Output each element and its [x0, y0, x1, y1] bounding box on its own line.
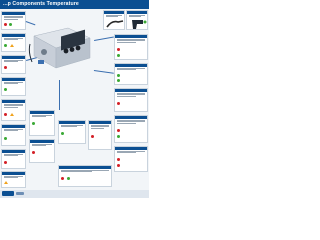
- red-status-dot-icon: [117, 158, 120, 161]
- red-status-dot-icon: [117, 102, 120, 105]
- machine-icon: [28, 22, 94, 72]
- right-panel-5: [114, 146, 148, 172]
- warning-triangle-icon: [4, 181, 8, 184]
- poster: [0, 0, 149, 198]
- page-title: ...p Components Temperature: [3, 1, 79, 7]
- left-panel-4: [1, 77, 26, 96]
- green-status-dot-icon: [4, 44, 7, 47]
- left-panel-2: [1, 33, 26, 52]
- left-panel-7: [1, 149, 26, 169]
- warning-triangle-icon: [10, 44, 14, 47]
- bottom-panel: [58, 165, 112, 187]
- green-status-dot-icon: [67, 177, 70, 180]
- mid-panel-2: [29, 139, 55, 163]
- green-status-dot-icon: [117, 74, 120, 77]
- green-status-dot-icon: [4, 88, 7, 91]
- right-panel-1: [114, 34, 148, 60]
- green-status-dot-icon: [4, 137, 7, 140]
- red-status-dot-icon: [117, 129, 120, 132]
- header-bar: [0, 0, 149, 9]
- mid-panel-3: [58, 120, 86, 144]
- red-status-dot-icon: [4, 23, 7, 26]
- left-panel-6: [1, 124, 26, 146]
- red-status-dot-icon: [91, 135, 94, 138]
- gun-tool-icon: [129, 18, 147, 30]
- green-status-dot-icon: [32, 122, 35, 125]
- red-status-dot-icon: [4, 161, 7, 164]
- red-status-dot-icon: [61, 177, 64, 180]
- partner-logo: [16, 192, 24, 195]
- warning-triangle-icon: [10, 113, 14, 116]
- green-status-dot-icon: [117, 54, 120, 57]
- red-status-dot-icon: [4, 113, 7, 116]
- red-status-dot-icon: [117, 164, 120, 167]
- left-panel-3: [1, 55, 26, 74]
- mid-panel-4: [88, 120, 112, 150]
- right-panel-4: [114, 115, 148, 143]
- green-status-dot-icon: [117, 79, 120, 82]
- mid-panel-1: [29, 110, 55, 136]
- hand-tool-icon: [106, 19, 124, 29]
- tool-panel-2: [126, 10, 148, 30]
- left-panel-5: [1, 99, 26, 121]
- brand-logo: [2, 191, 14, 196]
- tool-panel-1: [103, 10, 125, 30]
- green-status-dot-icon: [61, 132, 64, 135]
- right-panel-3: [114, 88, 148, 112]
- green-status-dot-icon: [9, 23, 12, 26]
- left-panel-1: [1, 11, 26, 30]
- red-status-dot-icon: [4, 66, 7, 69]
- red-status-dot-icon: [32, 151, 35, 154]
- green-status-dot-icon: [117, 135, 120, 138]
- right-panel-2: [114, 63, 148, 85]
- red-status-dot-icon: [117, 48, 120, 51]
- left-panel-8: [1, 171, 26, 188]
